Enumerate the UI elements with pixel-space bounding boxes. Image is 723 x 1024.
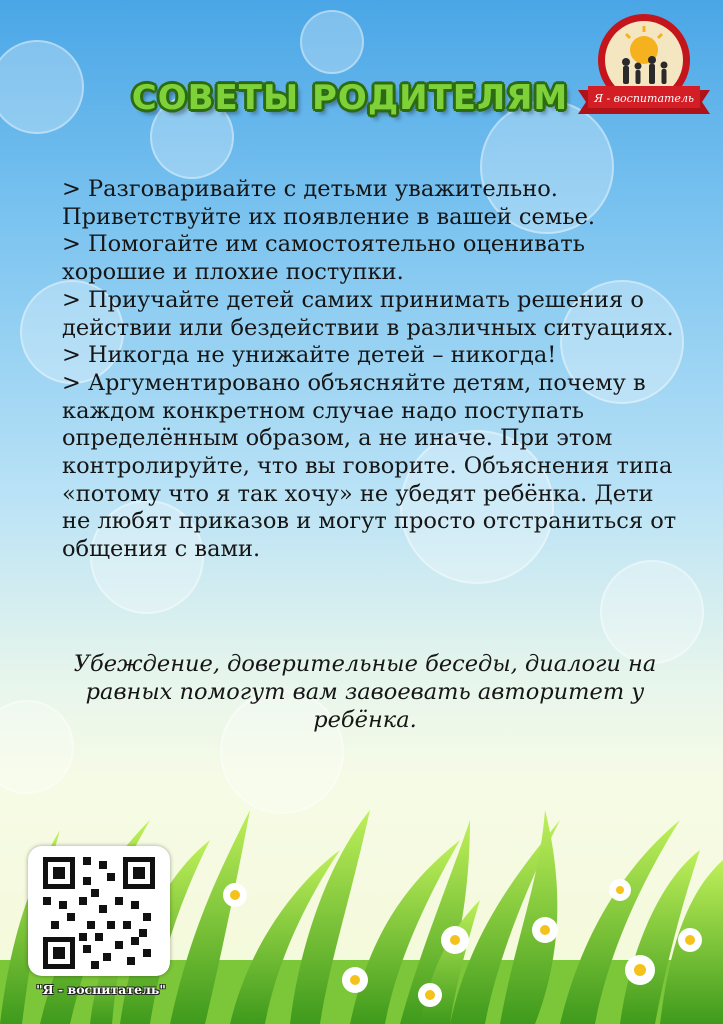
svg-text:Я - воспитатель: Я - воспитатель [594, 92, 694, 105]
bokeh-circle [300, 10, 364, 74]
qr-code-icon [43, 857, 155, 969]
conclusion-text: Убеждение, доверительные беседы, диалоги на равных помогут вам завоевать авторитет у ребёнка. [73, 651, 657, 733]
tip-item: > Помогайте им самостоятельно оценивать хорошие и плохие поступки. [62, 231, 585, 286]
tip-item: > Приучайте детей самих принимать решения о действии или бездействии в различных ситуациях. [62, 286, 674, 341]
qr-code-card [28, 846, 170, 976]
tip-item: > Разговаривайте с детьми уважительно. Приветствуйте их появление в вашей семье. [62, 176, 596, 230]
qr-caption: "Я - воспитатель" [36, 982, 166, 997]
bokeh-circle [600, 560, 704, 664]
tip-item: > Аргументировано объясняйте детям, почему в каждом конкретном случае надо поступать определённым образом, а не иначе. При этом контролируйте, что вы говорите. Объяснения типа «потому что я так хочу» не убедят ребёнка. Дети не любят приказов и могут просто отстраниться от общения с вами. [62, 369, 677, 563]
tip-item: > Никогда не унижайте детей – никогда! [62, 342, 557, 369]
tips-list [62, 176, 682, 564]
page-title: СОВЕТЫ РОДИТЕЛЯМ [131, 78, 569, 118]
